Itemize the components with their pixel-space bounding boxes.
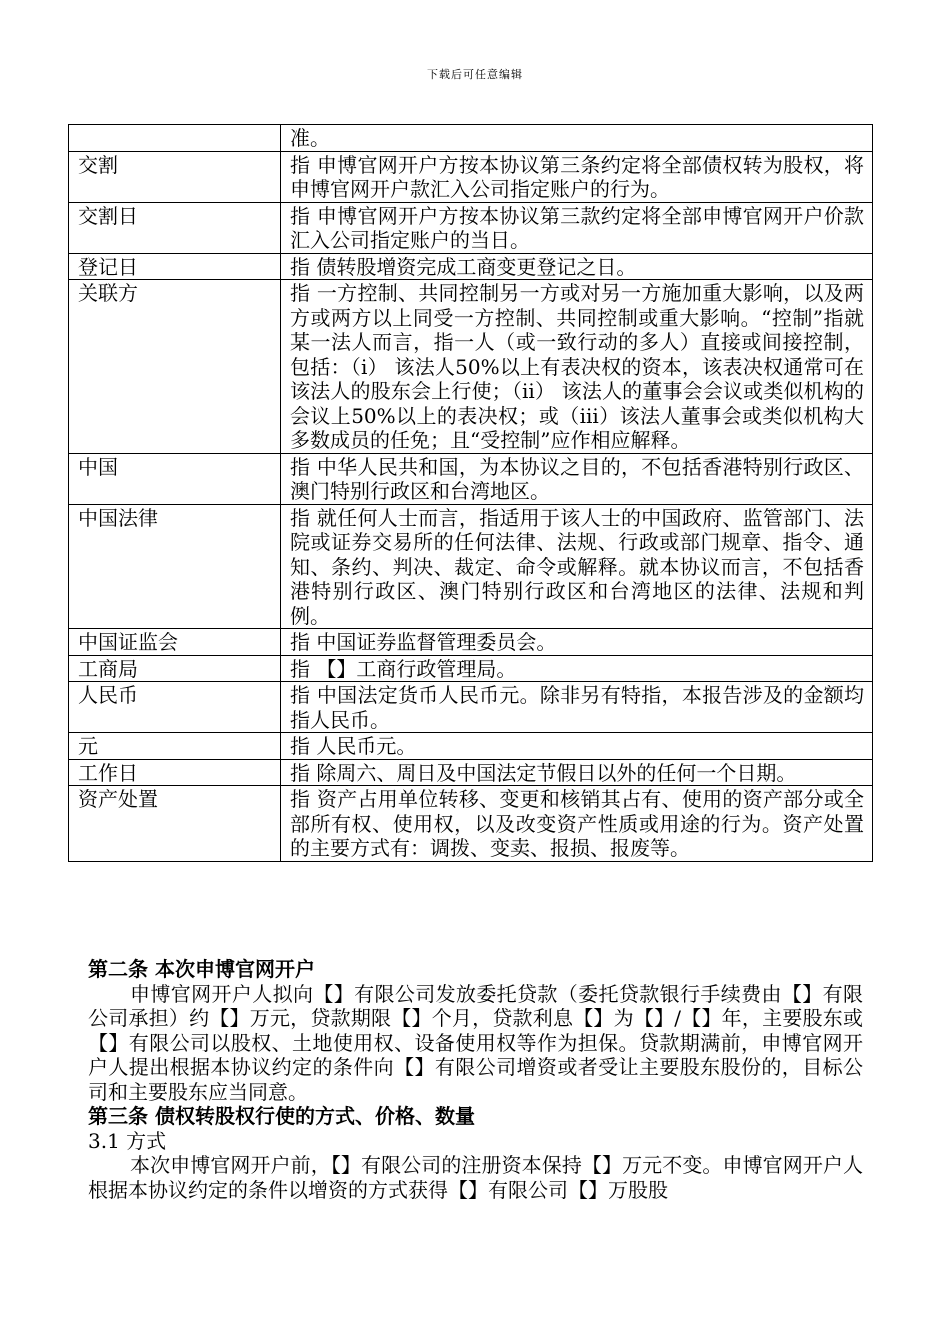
table-row bbox=[69, 629, 873, 656]
definition-cell: 指 就任何人士而言，指适用于该人士的中国政府、监管部门、法院或证券交易所的任何法律、法规、行政或部门规章、指令、通知、条约、判决、裁定、命令或解释。就本协议而言，不包括香港特别行政区、澳门特别行政区和台湾地区的法律、法规和判例。 bbox=[281, 504, 873, 629]
definition-cell: 指 中华人民共和国，为本协议之目的，不包括香港特别行政区、澳门特别行政区和台湾地区。 bbox=[281, 453, 873, 504]
table-row bbox=[69, 504, 873, 629]
section-2-paragraph: 申博官网开户人拟向【】有限公司发放委托贷款（委托贷款银行手续费由【】有限公司承担）约【】万元，贷款期限【】个月，贷款利息【】为【】/【】年，主要股东或【】有限公司以股权、土地使用权、设备使用权等作为担保。贷款期满前，申博官网开户人提出根据本协议约定的条件向【】有限公司增资或者受让主要股东股份的，目标公司和主要股东应当同意。 bbox=[88, 981, 863, 1104]
section-3-1-heading: 3.1 方式 bbox=[88, 1128, 167, 1153]
definition-cell: 指 【】工商行政管理局。 bbox=[281, 655, 873, 682]
term-cell: 元 bbox=[69, 733, 281, 760]
definition-cell: 指 人民币元。 bbox=[281, 733, 873, 760]
table-row bbox=[69, 280, 873, 454]
term-cell: 关联方 bbox=[69, 280, 281, 454]
definition-cell: 指 中国证券监督管理委员会。 bbox=[281, 629, 873, 656]
section-3-heading: 第三条 债权转股权行使的方式、价格、数量 bbox=[88, 1104, 475, 1128]
definition-cell: 指 除周六、周日及中国法定节假日以外的任何一个日期。 bbox=[281, 759, 873, 786]
table-row bbox=[69, 125, 873, 152]
table-row bbox=[69, 151, 873, 202]
definition-cell: 准。 bbox=[281, 125, 873, 152]
term-cell: 中国 bbox=[69, 453, 281, 504]
term-cell: 人民币 bbox=[69, 682, 281, 733]
term-cell bbox=[69, 125, 281, 152]
table-row bbox=[69, 759, 873, 786]
definition-cell: 指 申博官网开户方按本协议第三条约定将全部债权转为股权，将申博官网开户款汇入公司指定账户的行为。 bbox=[281, 151, 873, 202]
definition-cell: 指 债转股增资完成工商变更登记之日。 bbox=[281, 253, 873, 280]
table-row bbox=[69, 253, 873, 280]
term-cell: 中国法律 bbox=[69, 504, 281, 629]
document-body bbox=[88, 957, 863, 1202]
table-row bbox=[69, 786, 873, 862]
table-row bbox=[69, 202, 873, 253]
definition-cell: 指 一方控制、共同控制另一方或对另一方施加重大影响，以及两方或两方以上同受一方控制、共同控制或重大影响。“控制”指就某一法人而言，指一人（或一致行动的多人）直接或间接控制，包括：（i） 该法人50%以上有表决权的资本，该表决权通常可在该法人的股东会上行使；（ii） 该法人的董事会会议或类似机构的会议上50%以上的表决权；或（iii）该法人董事会或类似机构大多数成员的任免；且“受控制”应作相应解释。 bbox=[281, 280, 873, 454]
table-row bbox=[69, 733, 873, 760]
definitions-table bbox=[68, 124, 873, 862]
section-3-1-paragraph: 本次申博官网开户前，【】有限公司的注册资本保持【】万元不变。申博官网开户人根据本协议约定的条件以增资的方式获得【】有限公司【】万股股 bbox=[88, 1153, 863, 1202]
section-2-heading: 第二条 本次申博官网开户 bbox=[88, 957, 315, 981]
definition-cell: 指 申博官网开户方按本协议第三款约定将全部申博官网开户价款汇入公司指定账户的当日。 bbox=[281, 202, 873, 253]
term-cell: 登记日 bbox=[69, 253, 281, 280]
term-cell: 工商局 bbox=[69, 655, 281, 682]
definition-cell: 指 资产占用单位转移、变更和核销其占有、使用的资产部分或全部所有权、使用权，以及改变资产性质或用途的行为。资产处置的主要方式有：调拨、变卖、报损、报废等。 bbox=[281, 786, 873, 862]
term-cell: 交割日 bbox=[69, 202, 281, 253]
term-cell: 中国证监会 bbox=[69, 629, 281, 656]
term-cell: 交割 bbox=[69, 151, 281, 202]
term-cell: 工作日 bbox=[69, 759, 281, 786]
definition-cell: 指 中国法定货币人民币元。除非另有特指，本报告涉及的金额均指人民币。 bbox=[281, 682, 873, 733]
table-row bbox=[69, 655, 873, 682]
term-cell: 资产处置 bbox=[69, 786, 281, 862]
page-header: 下载后可任意编辑 bbox=[427, 68, 523, 81]
table-row bbox=[69, 682, 873, 733]
table-row bbox=[69, 453, 873, 504]
